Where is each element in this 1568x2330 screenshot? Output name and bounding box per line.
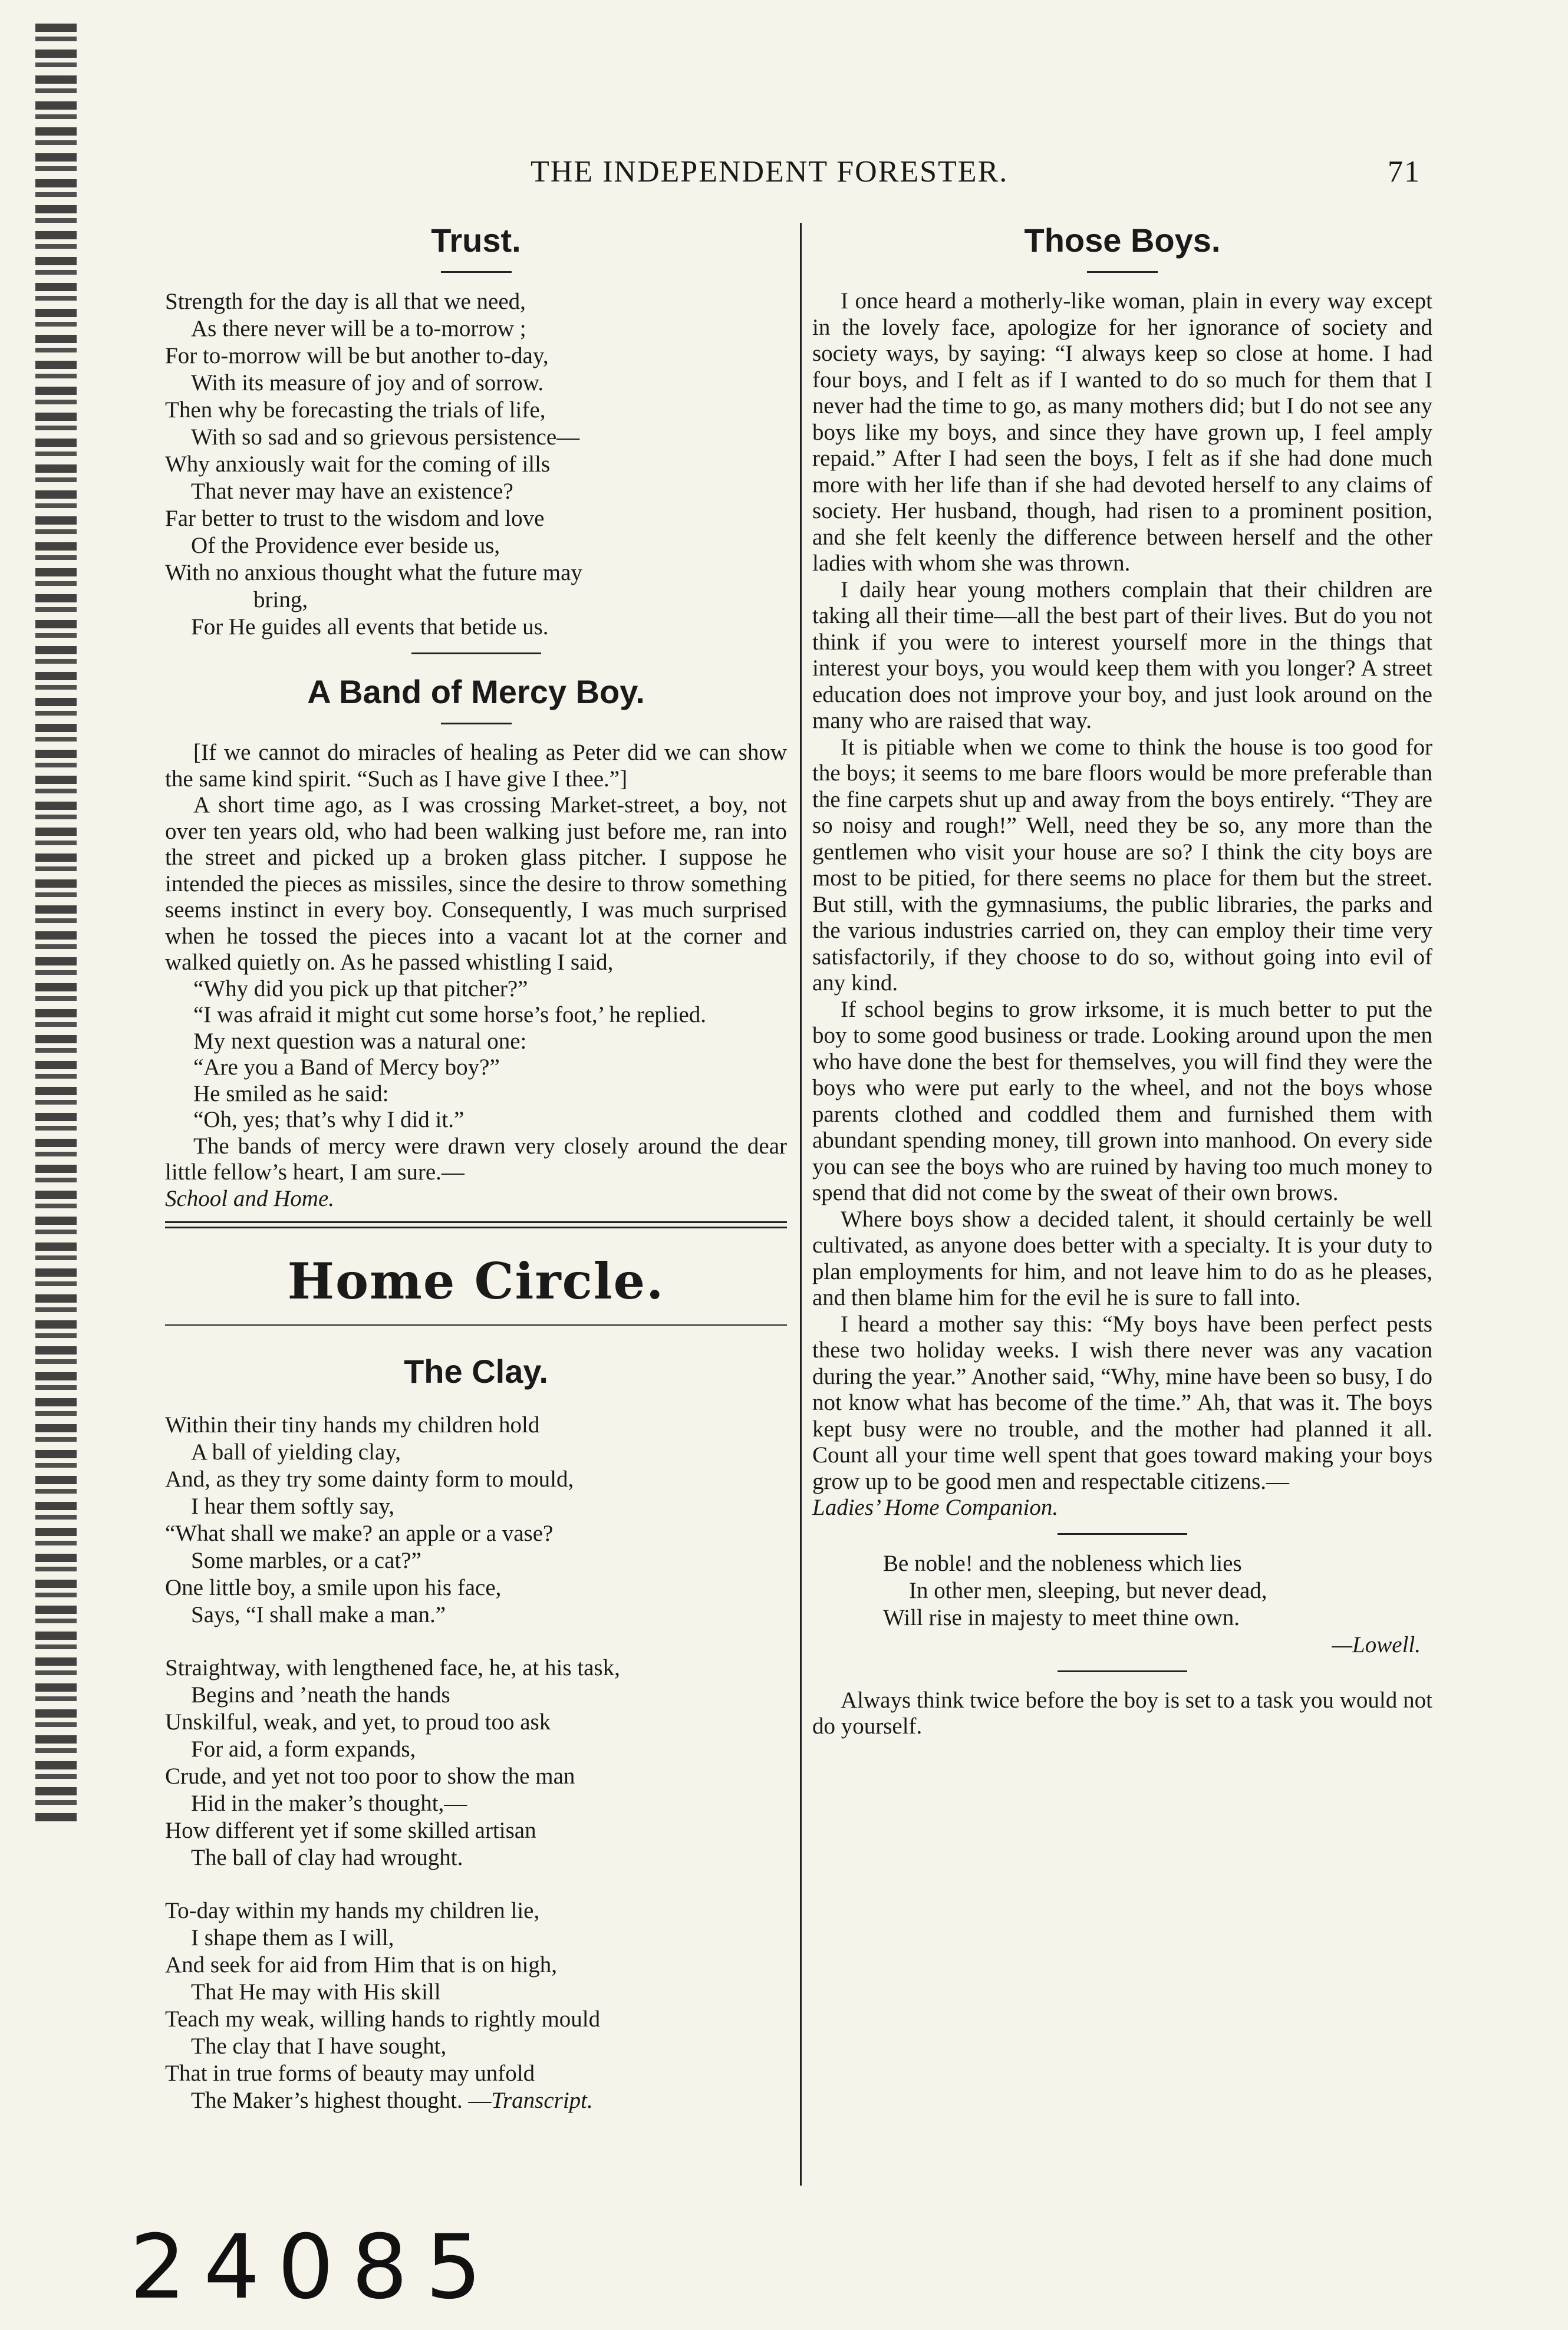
mercy-source: School and Home. — [165, 1185, 335, 1211]
paragraph: He smiled as he said: — [193, 1080, 389, 1106]
verse-line: Far better to trust to the wisdom and love — [165, 506, 545, 531]
boys-title: Those Boys. — [1024, 222, 1221, 259]
verse-line: Teach my weak, willing hands to rightly mould — [165, 2006, 601, 2032]
verse-line: That He may with His skill — [191, 1979, 441, 2005]
verse-line: Unskilful, weak, and yet, to proud too ask — [165, 1709, 551, 1735]
mercy-source-line — [165, 1186, 787, 1212]
paragraph: “I was afraid it might cut some horse’s foot,’ he replied. — [193, 1002, 707, 1027]
ornament-rule — [411, 652, 541, 654]
clay-poem — [165, 1412, 787, 2087]
handwritten-catalog-number: 24085 — [130, 2216, 500, 2319]
verse-line: Some marbles, or a cat?” — [191, 1548, 421, 1573]
verse-line: I shape them as I will, — [191, 1925, 394, 1950]
paragraph: A short time ago, as I was crossing Market-street, a boy, not over ten years old, who had been walking just before me, ran into the street and picked up a broken glass pitcher. I suppose he intended the pieces as missiles, since the desire to throw something seems instinct in every boy. Consequently, I was much surprised when he tossed the pieces into a vacant lot at the corner and walked quietly on. As he passed whistling I said, — [165, 792, 787, 975]
verse-line: That never may have an existence? — [191, 479, 513, 504]
verse-line: With so sad and so grievous persistence— — [191, 424, 580, 450]
verse-line: Begins and ’neath the hands — [191, 1682, 450, 1708]
paragraph: “Why did you pick up that pitcher?” — [193, 975, 528, 1001]
verse-line: And, as they try some dainty form to mould, — [165, 1466, 574, 1492]
verse-line: One little boy, a smile upon his face, — [165, 1575, 502, 1600]
verse-line: Will rise in majesty to meet thine own. — [883, 1604, 1240, 1630]
verse-line: In other men, sleeping, but never dead, — [909, 1577, 1267, 1603]
verse-line: Be noble! and the nobleness which lies — [883, 1550, 1242, 1576]
boys-source-line — [812, 1495, 1432, 1521]
paragraph: I heard a mother say this: “My boys have been perfect pests these two holiday weeks. I wish there never was any vacation during the year.” Another said, “Why, mine have been so busy, I do not know what has become of the time.” Ah, that was it. The boys kept busy were no trouble, and the mother had planned it all. Count all your time well spent that goes toward making your boys grow up to be good men and respectable citizens.— — [812, 1311, 1432, 1494]
mercy-title: A Band of Mercy Boy. — [307, 673, 645, 710]
verse-line: How different yet if some skilled artisan — [165, 1818, 536, 1843]
verse-line: Within their tiny hands my children hold — [165, 1412, 540, 1438]
trust-poem — [165, 288, 787, 641]
verse-line: “What shall we make? an apple or a vase? — [165, 1521, 554, 1546]
verse-line: With its measure of joy and of sorrow. — [191, 370, 544, 396]
boys-source: Ladies’ Home Companion. — [812, 1495, 1059, 1520]
verse-line: For He guides all events that betide us. — [191, 614, 549, 640]
verse-line: With no anxious thought what the future may — [165, 560, 582, 585]
clay-title: The Clay. — [404, 1353, 548, 1390]
verse-line: Strength for the day is all that we need, — [165, 289, 526, 314]
paragraph: “Oh, yes; that’s why I did it.” — [193, 1107, 465, 1132]
verse-line: Of the Providence ever beside us, — [191, 533, 500, 558]
paragraph: If school begins to grow irksome, it is much better to put the boy to some good business or trade. Looking around upon the men who have done the best for themselves, you will find they were the boys who were put early to the wheel, and not the boys whose parents clothed and coddled them and furnished them with abundant spending money, till grown into manhood. On every side you can see the boys who are ruined by having too much money to spend that did not come by the sweat of their own brows. — [812, 996, 1432, 1205]
verse-line: To-day within my hands my children lie, — [165, 1898, 540, 1923]
stanza-break — [165, 1629, 787, 1655]
ornament-rule — [1058, 1670, 1187, 1672]
verse-line: Crude, and yet not too poor to show the man — [165, 1764, 575, 1789]
verse-line: The ball of clay had wrought. — [191, 1845, 463, 1870]
section-rule — [165, 1324, 787, 1326]
right-column — [812, 218, 1432, 1740]
verse-line: Then why be forecasting the trials of life, — [165, 397, 546, 423]
mercy-article — [165, 740, 787, 1186]
verse-line: Hid in the maker’s thought,— — [191, 1791, 467, 1816]
clay-source: Transcript. — [491, 2088, 593, 2113]
boys-article — [812, 288, 1432, 1495]
paragraph: Where boys show a decided talent, it should certainly be well cultivated, as anyone does better with a specialty. It is your duty to plan employments for him, and not leave him to do as he pleases, and then blame him for the evil he is sure to fall into. — [812, 1206, 1432, 1310]
paragraph: I daily hear young mothers complain that their children are taking all their time—all the best part of their lives. But do you not think if you were to interest yourself more in the things that interest your boys, you would keep them with you longer? A street education does not improve your boy, and just look around on the many who are raised that way. — [812, 576, 1432, 733]
verse-line: For aid, a form expands, — [191, 1736, 416, 1762]
verse-line: As there never will be a to-morrow ; — [191, 316, 526, 341]
lowell-quote — [812, 1550, 1432, 1632]
verse-line: Why anxiously wait for the coming of ills — [165, 452, 551, 477]
verse-line: That in true forms of beauty may unfold — [165, 2061, 535, 2086]
paragraph: I once heard a motherly-like woman, plain in every way except in the lovely face, apologize for her ignorance of society and society ways, by saying: “I always keep so close at home. I had four boys, and I felt as if I wanted to do so much for them that I never had the time to go, as many mothers did; but I do not see any boys like my boys, and since they have grown up, I feel amply repaid.” After I had seen the boys, I felt as if she had done much more with her life than if she had devoted herself to any claims of society. Her husband, though, had risen to a prominent position, and she felt keenly the difference between herself and the other ladies with whom she was thrown. — [812, 288, 1432, 576]
title-rule — [1087, 271, 1158, 273]
page-number: 71 — [1388, 155, 1421, 189]
section-heading: Home Circle. — [287, 1252, 665, 1310]
verse-line: For to-morrow will be but another to-day, — [165, 343, 549, 368]
closing-paragraph — [812, 1688, 1432, 1740]
paragraph: [If we cannot do miracles of healing as Peter did we can show the same kind spirit. “Such as I have give I thee.”] — [165, 740, 787, 792]
verse-line: And seek for aid from Him that is on high, — [165, 1952, 558, 1978]
left-column — [165, 218, 787, 2114]
verse-line: bring, — [253, 587, 308, 612]
section-double-rule — [165, 1221, 787, 1228]
trust-title: Trust. — [431, 222, 521, 259]
paragraph: “Are you a Band of Mercy boy?” — [193, 1054, 500, 1080]
stanza-break — [165, 1871, 787, 1897]
journal-title: THE INDEPENDENT FORESTER. — [531, 155, 1009, 189]
paragraph: It is pitiable when we come to think the house is too good for the boys; it seems to me bare floors would be more preferable than the fine carpets shut up and away from the boys entirely. “They are so noisy and rough!” Well, need they be so, any more than the gentlemen who visit your house are so? I think the city boys are most to be pitied, for there seems no place for them but the street. But still, with the gymnasiums, the public libraries, the parks and the various industries carried on, they can employ their time very satisfactorily, if they choose to do so, without going into evil of any kind. — [812, 734, 1432, 996]
verse-line: A ball of yielding clay, — [191, 1439, 401, 1465]
verse-line: Says, “I shall make a man.” — [191, 1602, 446, 1627]
title-rule — [441, 723, 512, 724]
lowell-attribution: —Lowell. — [1332, 1632, 1421, 1657]
clay-last-line — [165, 2087, 787, 2114]
paragraph: The bands of mercy were drawn very closely around the dear little fellow’s heart, I am sure.— — [165, 1133, 787, 1185]
binding-edge — [35, 24, 77, 1821]
clay-last-line-text: The Maker’s highest thought. — — [191, 2088, 492, 2113]
closing-text: Always think twice before the boy is set to a task you would not do yourself. — [812, 1687, 1432, 1739]
verse-line: The clay that I have sought, — [191, 2034, 447, 2059]
verse-line: I hear them softly say, — [191, 1494, 395, 1519]
column-divider — [800, 223, 802, 2186]
ornament-rule — [1058, 1533, 1187, 1535]
title-rule — [441, 271, 512, 273]
verse-line: Straightway, with lengthened face, he, at his task, — [165, 1655, 620, 1680]
paragraph: My next question was a natural one: — [193, 1028, 527, 1054]
